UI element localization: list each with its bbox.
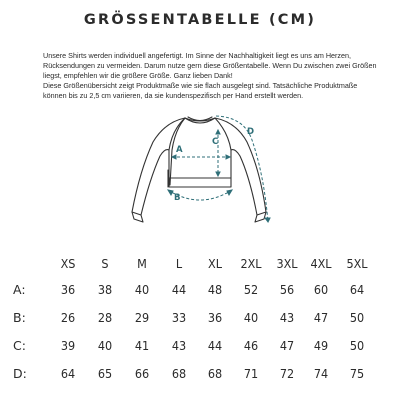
label-d: D	[247, 127, 255, 137]
label-c: C	[212, 137, 219, 147]
page-title: GRÖSSENTABELLE (CM)	[83, 12, 317, 28]
table-cell: 36	[207, 310, 223, 325]
table-cell: 43	[171, 338, 187, 353]
table-cell: 48	[207, 282, 223, 297]
intro-line: Diese Größenübersicht zeigt Produktmaße wie sie flach ausgelegt sind. Tatsächliche Produktmaße	[43, 81, 358, 90]
size-header: M	[137, 256, 147, 271]
table-cell: 47	[313, 310, 329, 325]
size-header: 3XL	[276, 256, 298, 271]
table-cell: 26	[60, 310, 76, 325]
table-cell: 68	[171, 366, 187, 381]
table-cell: 65	[97, 366, 113, 381]
intro-line: können bis zu 2,5 cm variieren, da sie kundenspezifisch per Hand erstellt werden.	[43, 91, 304, 100]
table-cell: 40	[97, 338, 113, 353]
table-cell: 60	[313, 282, 329, 297]
table-cell: 44	[171, 282, 187, 297]
table-row	[0, 282, 400, 302]
table-cell: 56	[279, 282, 295, 297]
table-cell: 47	[279, 338, 295, 353]
table-cell: 50	[349, 338, 365, 353]
table-cell: 50	[349, 310, 365, 325]
table-cell: 75	[349, 366, 365, 381]
size-header: L	[175, 256, 183, 271]
table-cell: 66	[134, 366, 150, 381]
table-cell: 44	[207, 338, 223, 353]
crop-top-measurement-diagram	[0, 100, 400, 250]
table-cell: 52	[243, 282, 259, 297]
intro-line: liegst, empfehlen wir die größere Größe. Ganz lieben Dank!	[43, 71, 233, 80]
size-header: 5XL	[346, 256, 368, 271]
size-header: 2XL	[240, 256, 262, 271]
table-cell: 43	[279, 310, 295, 325]
size-header: 4XL	[310, 256, 332, 271]
table-cell: 41	[134, 338, 150, 353]
table-cell: 39	[60, 338, 76, 353]
table-cell: 28	[97, 310, 113, 325]
size-header: XS	[60, 256, 76, 271]
table-cell: 38	[97, 282, 113, 297]
row-label: A:	[13, 282, 26, 297]
table-cell: 72	[279, 366, 295, 381]
table-cell: 49	[313, 338, 329, 353]
row-label: D:	[13, 366, 27, 381]
intro-text	[43, 51, 388, 101]
size-header: S	[101, 256, 109, 271]
label-a: A	[176, 145, 183, 155]
label-b: B	[174, 193, 181, 203]
table-cell: 36	[60, 282, 76, 297]
table-cell: 64	[60, 366, 76, 381]
table-cell: 46	[243, 338, 259, 353]
table-cell: 40	[134, 282, 150, 297]
table-row	[0, 366, 400, 386]
table-cell: 40	[243, 310, 259, 325]
right-sleeve	[215, 118, 266, 215]
table-cell: 33	[171, 310, 187, 325]
size-header: XL	[208, 256, 222, 271]
table-row	[0, 338, 400, 358]
table-row	[0, 310, 400, 330]
table-cell: 64	[349, 282, 365, 297]
table-cell: 74	[313, 366, 329, 381]
table-cell: 68	[207, 366, 223, 381]
row-label: B:	[13, 310, 26, 325]
intro-line: Unsere Shirts werden individuell angefertigt. Im Sinne der Nachhaltigkeit liegt es uns am Herzen,	[43, 51, 352, 60]
table-cell: 29	[134, 310, 150, 325]
row-label: C:	[13, 338, 26, 353]
table-cell: 71	[243, 366, 259, 381]
size-header-row	[0, 256, 400, 276]
intro-line: Rücksendungen zu vermeiden. Darum nutze gern diese Größentabelle. Wenn Du zwischen zwei Größen	[43, 61, 377, 70]
